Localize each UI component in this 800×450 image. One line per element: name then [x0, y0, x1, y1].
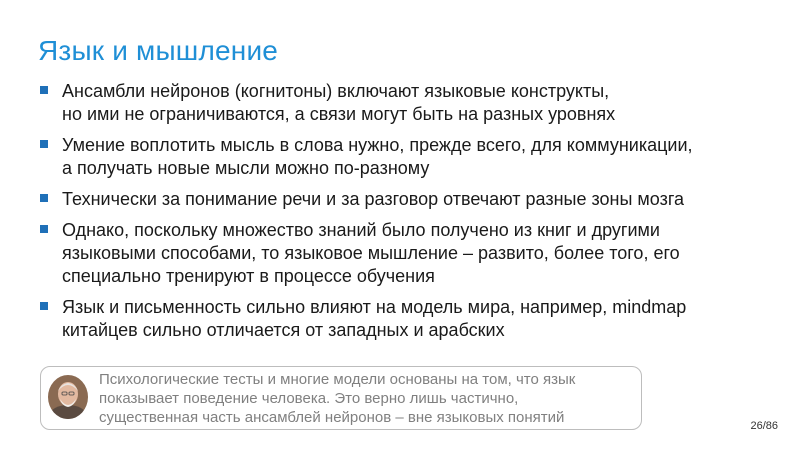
- page-number: 26/86: [750, 420, 778, 432]
- bullet-text-line: Язык и письменность сильно влияют на модель мира, например, mindmap: [62, 297, 687, 317]
- bullet-text-line: а получать новые мысли можно по-разному: [62, 158, 430, 178]
- bullet-text-line: но ими не ограничиваются, а связи могут быть на разных уровнях: [62, 104, 616, 124]
- quote-text-line: Психологические тесты и многие модели основаны на том, что язык: [99, 371, 576, 388]
- square-bullet-icon: [40, 140, 48, 148]
- square-bullet-icon: [40, 225, 48, 233]
- bullet-item: [40, 296, 780, 342]
- bullet-item: [40, 219, 780, 288]
- bullet-item: [40, 188, 780, 211]
- quote-text: [99, 370, 639, 427]
- bullet-text-line: специально тренируют в процессе обучения: [62, 266, 435, 286]
- square-bullet-icon: [40, 86, 48, 94]
- quote-text-line: существенная часть ансамблей нейронов – вне языковых понятий: [99, 409, 565, 426]
- bullet-text-line: китайцев сильно отличается от западных и арабских: [62, 320, 505, 340]
- bullet-text-line: Однако, поскольку множество знаний было получено из книг и другими: [62, 220, 660, 240]
- bullet-list: [40, 80, 780, 350]
- square-bullet-icon: [40, 302, 48, 310]
- quote-callout: [40, 366, 642, 430]
- square-bullet-icon: [40, 194, 48, 202]
- slide-title: Язык и мышление: [38, 35, 279, 66]
- avatar: [48, 375, 88, 419]
- quote-text-line: показывает поведение человека. Это верно лишь частично,: [99, 390, 519, 407]
- bullet-text-line: Умение воплотить мысль в слова нужно, прежде всего, для коммуникации,: [62, 135, 693, 155]
- bullet-text-line: языковыми способами, то языковое мышление – развито, более того, его: [62, 243, 680, 263]
- bullet-item: [40, 80, 780, 126]
- bullet-text-line: Ансамбли нейронов (когнитоны) включают языковые конструкты,: [62, 81, 610, 101]
- bullet-item: [40, 134, 780, 180]
- portrait-icon: [48, 375, 88, 419]
- bullet-text-line: Технически за понимание речи и за разговор отвечают разные зоны мозга: [62, 189, 685, 209]
